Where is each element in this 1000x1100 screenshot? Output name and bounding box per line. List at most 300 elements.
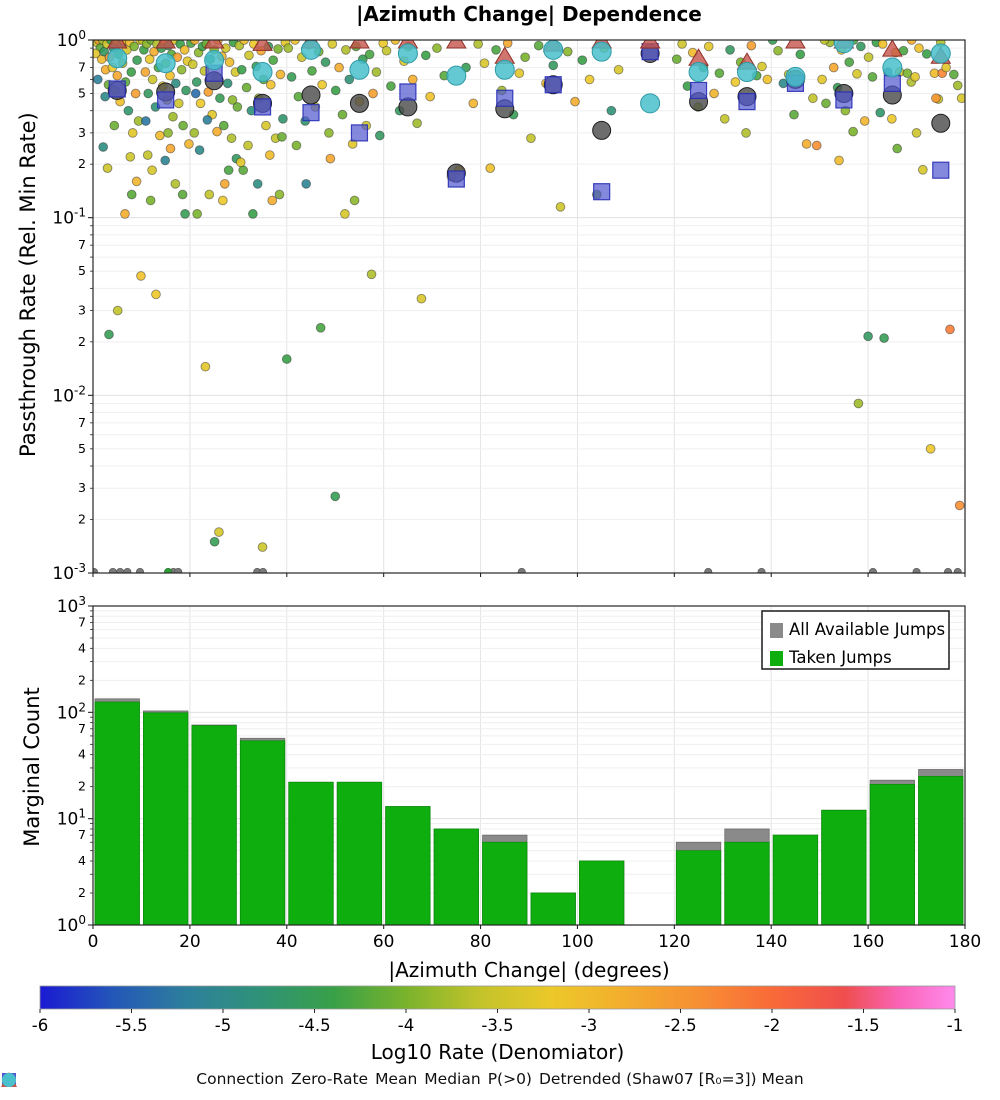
connection-dot (218, 196, 227, 205)
legend-swatch (770, 623, 783, 638)
connection-dot (421, 51, 430, 60)
connection-dot (265, 151, 274, 160)
connection-dot (704, 42, 713, 51)
zero-rate-dot (136, 568, 143, 575)
connection-dot (365, 50, 374, 59)
detrended-mean-marker (447, 66, 466, 85)
connection-dot (747, 41, 756, 50)
connection-dot (93, 75, 102, 84)
detrended-mean-marker (108, 49, 127, 68)
connection-dot (228, 96, 237, 105)
connection-dot (276, 70, 285, 79)
colorbar-tick-label: -4.5 (298, 1016, 331, 1035)
colorbar-tick-label: -5 (214, 1016, 232, 1035)
median-marker (109, 81, 125, 97)
mean-marker (302, 86, 320, 104)
x-tick-label: 60 (372, 932, 395, 952)
detrended-mean-marker (205, 51, 224, 70)
top-y-axis-label: Passthrough Rate (Rel. Min Rate) (16, 112, 40, 457)
connection-dot (382, 46, 391, 55)
connection-dot (195, 146, 204, 155)
connection-dot (279, 114, 288, 123)
y-minor-tick-label: 5 (78, 263, 86, 279)
colorbar-tick-label: -3.5 (481, 1016, 514, 1035)
median-marker (545, 77, 561, 93)
mean-marker (593, 121, 611, 139)
connection-dot (227, 134, 236, 143)
detrended-mean-marker (544, 40, 563, 59)
connection-dot (103, 164, 112, 173)
detrended-mean-marker (156, 54, 175, 73)
connection-dot (763, 75, 772, 84)
colorbar-tick-label: -3 (580, 1016, 598, 1035)
connection-dot (915, 44, 924, 53)
connection-dot (205, 190, 214, 199)
connection-dot (527, 134, 536, 143)
connection-dot (126, 152, 135, 161)
bar-taken (579, 861, 623, 925)
connection-dot (731, 78, 740, 87)
y-major-tick-label: $10^2$ (56, 700, 86, 724)
zero-rate-dot (90, 568, 97, 575)
connection-dot (141, 68, 150, 77)
connection-dot (326, 154, 335, 163)
bar-taken (143, 713, 187, 925)
bar-taken (725, 842, 769, 925)
connection-dot (758, 62, 767, 71)
colorbar (32, 986, 963, 1035)
connection-dot (174, 99, 183, 108)
y-major-tick-label: $10^0$ (56, 913, 86, 936)
bar-taken (289, 782, 333, 925)
y-minor-tick-label: 7 (78, 827, 86, 843)
connection-dot (433, 44, 442, 53)
bar-taken (870, 784, 914, 925)
connection-dot (563, 47, 572, 56)
connection-dot (854, 399, 863, 408)
connection-dot (822, 99, 831, 108)
y-major-tick-label: $10^3$ (56, 594, 86, 617)
connection-dot (192, 78, 201, 87)
connection-dot (614, 65, 623, 74)
taken-floor-dot (164, 568, 171, 575)
connection-dot (812, 141, 821, 150)
detrended-mean-marker (350, 60, 369, 79)
y-minor-tick-label: 2 (78, 884, 86, 900)
detrended-mean-marker (592, 42, 611, 61)
zero-rate-dot (758, 568, 765, 575)
histogram-bars (95, 699, 963, 925)
y-minor-tick-label: 2 (78, 511, 86, 527)
connection-dot (155, 131, 164, 140)
mean-marker (932, 114, 950, 132)
zero-rate-dot (124, 568, 131, 575)
connection-dot (191, 89, 200, 98)
median-marker (448, 171, 464, 187)
connection-dot (161, 156, 170, 165)
connection-dot (426, 92, 435, 101)
y-minor-tick-label: 5 (78, 85, 86, 101)
bar-taken (386, 807, 430, 925)
connection-dot (275, 190, 284, 199)
connection-dot (91, 49, 100, 58)
connection-dot (131, 89, 140, 98)
connection-dot (808, 94, 817, 103)
connection-dot (113, 306, 122, 315)
y-minor-tick-label: 3 (78, 302, 86, 318)
y-major-tick-label: $10^{-3}$ (52, 561, 86, 584)
connection-dot (133, 56, 142, 65)
connection-dot (856, 42, 865, 51)
connection-dot (328, 40, 337, 49)
connection-dot (178, 190, 187, 199)
connection-dot (417, 294, 426, 303)
zero-rate-dot (869, 568, 876, 575)
connection-dot (287, 72, 296, 81)
connection-dot (926, 444, 935, 453)
connection-dot (201, 362, 210, 371)
detrended-mean-marker (738, 63, 757, 82)
connection-dot (105, 330, 114, 339)
connection-dot (710, 89, 719, 98)
y-major-tick-label: $10^{-1}$ (52, 205, 86, 229)
connection-dot (210, 537, 219, 546)
bar-taken (822, 810, 866, 925)
connection-dot (239, 166, 248, 175)
connection-dot (269, 56, 278, 65)
connection-dot (338, 110, 347, 119)
connection-dot (829, 63, 838, 72)
mean-marker (399, 98, 417, 116)
connection-dot (171, 179, 180, 188)
connection-dot (216, 94, 225, 103)
detrended-mean-marker (883, 58, 902, 77)
connection-dot (876, 108, 885, 117)
connection-dot (316, 323, 325, 332)
zero-rate-dot (913, 568, 920, 575)
bar-taken (192, 726, 236, 925)
connection-dot (367, 270, 376, 279)
median-marker (594, 184, 610, 200)
connection-dot (179, 121, 188, 130)
zero-rate-dot (944, 568, 951, 575)
connection-dot (245, 51, 254, 60)
connection-dot (912, 128, 921, 137)
connection-dot (180, 45, 189, 54)
median-marker (739, 94, 755, 110)
figure-legend-label: Mean (375, 1070, 418, 1088)
x-tick-label: 20 (179, 932, 201, 952)
connection-dot (148, 75, 157, 84)
connection-dot (220, 179, 229, 188)
connection-dot (113, 71, 122, 80)
connection-dot (181, 210, 190, 219)
connection-dot (127, 68, 136, 77)
bar-taken (531, 893, 575, 925)
connection-dot (268, 196, 277, 205)
connection-dot (860, 117, 869, 126)
connection-dot (953, 81, 962, 90)
colorbar-tick-label: -1.5 (847, 1016, 880, 1035)
figure-legend (0, 1070, 1000, 1088)
connection-dot (942, 63, 951, 72)
connection-dot (774, 46, 783, 55)
connection-dot (578, 56, 587, 65)
connection-dot (248, 210, 257, 219)
colorbar-tick-label: -2 (763, 1016, 781, 1035)
colorbar-tick-label: -5.5 (115, 1016, 148, 1035)
bar-taken (240, 741, 284, 925)
connection-dot (225, 58, 234, 67)
connection-dot (188, 60, 197, 69)
figure-legend-item (539, 1070, 804, 1088)
median-marker (255, 99, 271, 115)
colorbar-tick-label: -6 (31, 1016, 49, 1035)
histogram-legend (762, 611, 949, 669)
connection-dot (274, 45, 283, 54)
connection-dot (335, 63, 344, 72)
connection-dot (148, 166, 157, 175)
connection-dot (726, 45, 735, 54)
x-tick-label: 100 (561, 932, 594, 952)
connection-dot (196, 99, 205, 108)
connection-dot (515, 69, 524, 78)
connection-dot (946, 325, 955, 334)
connection-dot (223, 79, 232, 88)
connection-dot (932, 94, 941, 103)
bottom-y-axis-label: Marginal Count (20, 687, 44, 847)
connection-dot (835, 156, 844, 165)
y-minor-tick-label: 2 (78, 156, 86, 172)
figure-legend-label: Detrended (Shaw07 [R₀=3]) Mean (538, 1070, 804, 1088)
connection-dot (918, 165, 927, 174)
detrended-mean-marker (834, 34, 853, 53)
connection-dot (242, 83, 251, 92)
connection-dot (880, 334, 889, 343)
detrended-mean-marker (398, 44, 417, 63)
x-tick-label: 180 (948, 932, 982, 952)
figure-legend-label: Zero-Rate (290, 1070, 369, 1088)
connection-dot (143, 151, 152, 160)
connection-dot (672, 55, 681, 64)
connection-dot (294, 92, 303, 101)
connection-dot (152, 290, 161, 299)
y-major-tick-label: $10^{-2}$ (52, 383, 86, 407)
y-minor-tick-label: 2 (78, 778, 86, 794)
connection-dot (166, 144, 175, 153)
connection-dot (244, 141, 253, 150)
connection-dot (678, 40, 687, 49)
figure-title: |Azimuth Change| Dependence (356, 2, 702, 26)
connection-dot (413, 119, 422, 128)
y-minor-tick-label: 5 (78, 440, 86, 456)
connection-dot (549, 61, 558, 70)
bar-taken (676, 851, 720, 925)
y-minor-tick-label: 2 (78, 672, 86, 688)
connection-dot (110, 121, 119, 130)
connection-dot (534, 41, 543, 50)
connection-dot (742, 128, 751, 137)
connection-dot (213, 127, 222, 136)
connection-dot (853, 69, 862, 78)
connection-dot (486, 164, 495, 173)
connection-dot (144, 89, 153, 98)
connection-dot (864, 332, 873, 341)
detrended-mean-marker (931, 44, 950, 63)
x-tick-label: 120 (658, 932, 691, 952)
connection-dot (224, 166, 233, 175)
figure-legend-item (291, 1070, 368, 1088)
bar-taken (337, 782, 381, 925)
legend-entry-label: All Available Jumps (789, 620, 946, 639)
connection-dot (372, 68, 381, 77)
detrended-mean-marker (253, 63, 272, 82)
y-minor-tick-label: 7 (78, 720, 86, 736)
connection-dot (258, 543, 267, 552)
connection-dot (318, 80, 327, 89)
median-marker (158, 92, 174, 108)
connection-dot (341, 210, 350, 219)
connection-dot (607, 106, 616, 115)
figure-legend-item (488, 1070, 532, 1088)
connection-dot (521, 53, 530, 62)
median-marker (303, 105, 319, 121)
y-minor-tick-label: 3 (78, 124, 86, 140)
colorbar-tick-label: -4 (397, 1016, 415, 1035)
detrended-mean-marker (495, 60, 514, 79)
y-major-tick-label: $10^0$ (56, 28, 86, 51)
figure-legend-item (196, 1070, 284, 1088)
connection-dot (308, 67, 317, 76)
connection-dot (237, 65, 246, 74)
connection-dots (90, 36, 966, 576)
connection-dot (302, 179, 311, 188)
bar-taken (434, 829, 478, 925)
connection-dot (141, 117, 150, 126)
connection-dot (193, 210, 202, 219)
connection-dot (124, 106, 133, 115)
connection-dot (492, 45, 501, 54)
connection-dot (341, 45, 350, 54)
legend-swatch (770, 651, 783, 666)
figure-legend-label: Median (424, 1070, 481, 1088)
y-minor-tick-label: 3 (78, 480, 86, 496)
y-minor-tick-label: 7 (78, 237, 86, 253)
y-minor-tick-label: 2 (78, 333, 86, 349)
bar-taken (773, 835, 817, 925)
zero-rate-dot (259, 568, 266, 575)
median-marker (400, 84, 416, 100)
connection-dot (878, 40, 887, 49)
connection-dot (585, 75, 594, 84)
colorbar-label: Log10 Rate (Denomiator) (370, 1040, 625, 1064)
connection-dot (331, 86, 340, 95)
detrended-mean-marker (786, 67, 805, 86)
connection-dot (911, 72, 920, 81)
zero-rate-dot (175, 568, 182, 575)
connection-dot (182, 86, 191, 95)
connection-dot (325, 128, 334, 137)
connection-dot (203, 116, 212, 125)
circle-legend-icon (0, 1070, 18, 1088)
connection-dot (146, 196, 155, 205)
connection-dot (790, 110, 799, 119)
median-marker (836, 92, 852, 108)
connection-dot (278, 132, 287, 141)
connection-dot (849, 127, 858, 136)
median-marker (351, 125, 367, 141)
connection-dot (266, 80, 275, 89)
zero-rate-dot (117, 568, 124, 575)
zero-rate-dot (954, 568, 961, 575)
colorbar-tick-label: -1 (946, 1016, 964, 1035)
connection-dot (190, 128, 199, 137)
connection-dot (556, 202, 565, 211)
connection-dot (408, 75, 417, 84)
legend-entry-label: Taken Jumps (789, 648, 892, 667)
connection-dot (215, 528, 224, 537)
connection-dot (818, 75, 827, 84)
connection-dot (282, 355, 291, 364)
connection-dot (922, 50, 931, 59)
connection-dot (177, 65, 186, 74)
connection-dot (132, 177, 141, 186)
connection-dot (369, 89, 378, 98)
x-tick-label: 40 (275, 932, 298, 952)
y-minor-tick-label: 7 (78, 59, 86, 75)
connection-dot (887, 114, 896, 123)
connection-dot (101, 92, 110, 101)
connection-dot (571, 97, 580, 106)
detrended-mean-marker (689, 63, 708, 82)
connection-dot (127, 190, 136, 199)
detrended-mean-marker (641, 94, 660, 113)
y-minor-tick-label: 7 (78, 614, 86, 630)
figure-legend-item (375, 1070, 417, 1088)
median-marker (884, 75, 900, 91)
zero-rate-dot (109, 568, 116, 575)
y-minor-tick-label: 4 (78, 746, 86, 762)
median-marker (933, 162, 949, 178)
connection-dot (802, 140, 811, 149)
connection-dot (236, 158, 245, 167)
mean-marker (350, 94, 368, 112)
figure-legend-item (424, 1070, 480, 1088)
figure-legend-label: Connection (196, 1070, 284, 1088)
connection-dot (893, 144, 902, 153)
x-tick-label: 0 (87, 932, 99, 952)
connection-dot (99, 143, 108, 152)
connection-dot (253, 179, 262, 188)
connection-dot (137, 272, 146, 281)
connection-dot (796, 50, 805, 59)
connection-dot (387, 82, 396, 91)
figure-legend-label: P(>0) (487, 1070, 532, 1088)
zero-rate-dot (705, 568, 712, 575)
connection-dot (128, 128, 137, 137)
connection-dot (164, 128, 173, 137)
x-tick-label: 160 (851, 932, 885, 952)
median-marker (691, 82, 707, 98)
median-marker (497, 90, 513, 106)
connection-dot (949, 70, 958, 79)
bar-taken (919, 776, 963, 925)
y-minor-tick-label: 4 (78, 640, 86, 656)
connection-dot (469, 99, 478, 108)
bar-taken (95, 702, 139, 925)
connection-dot (720, 114, 729, 123)
connection-dot (185, 140, 194, 149)
